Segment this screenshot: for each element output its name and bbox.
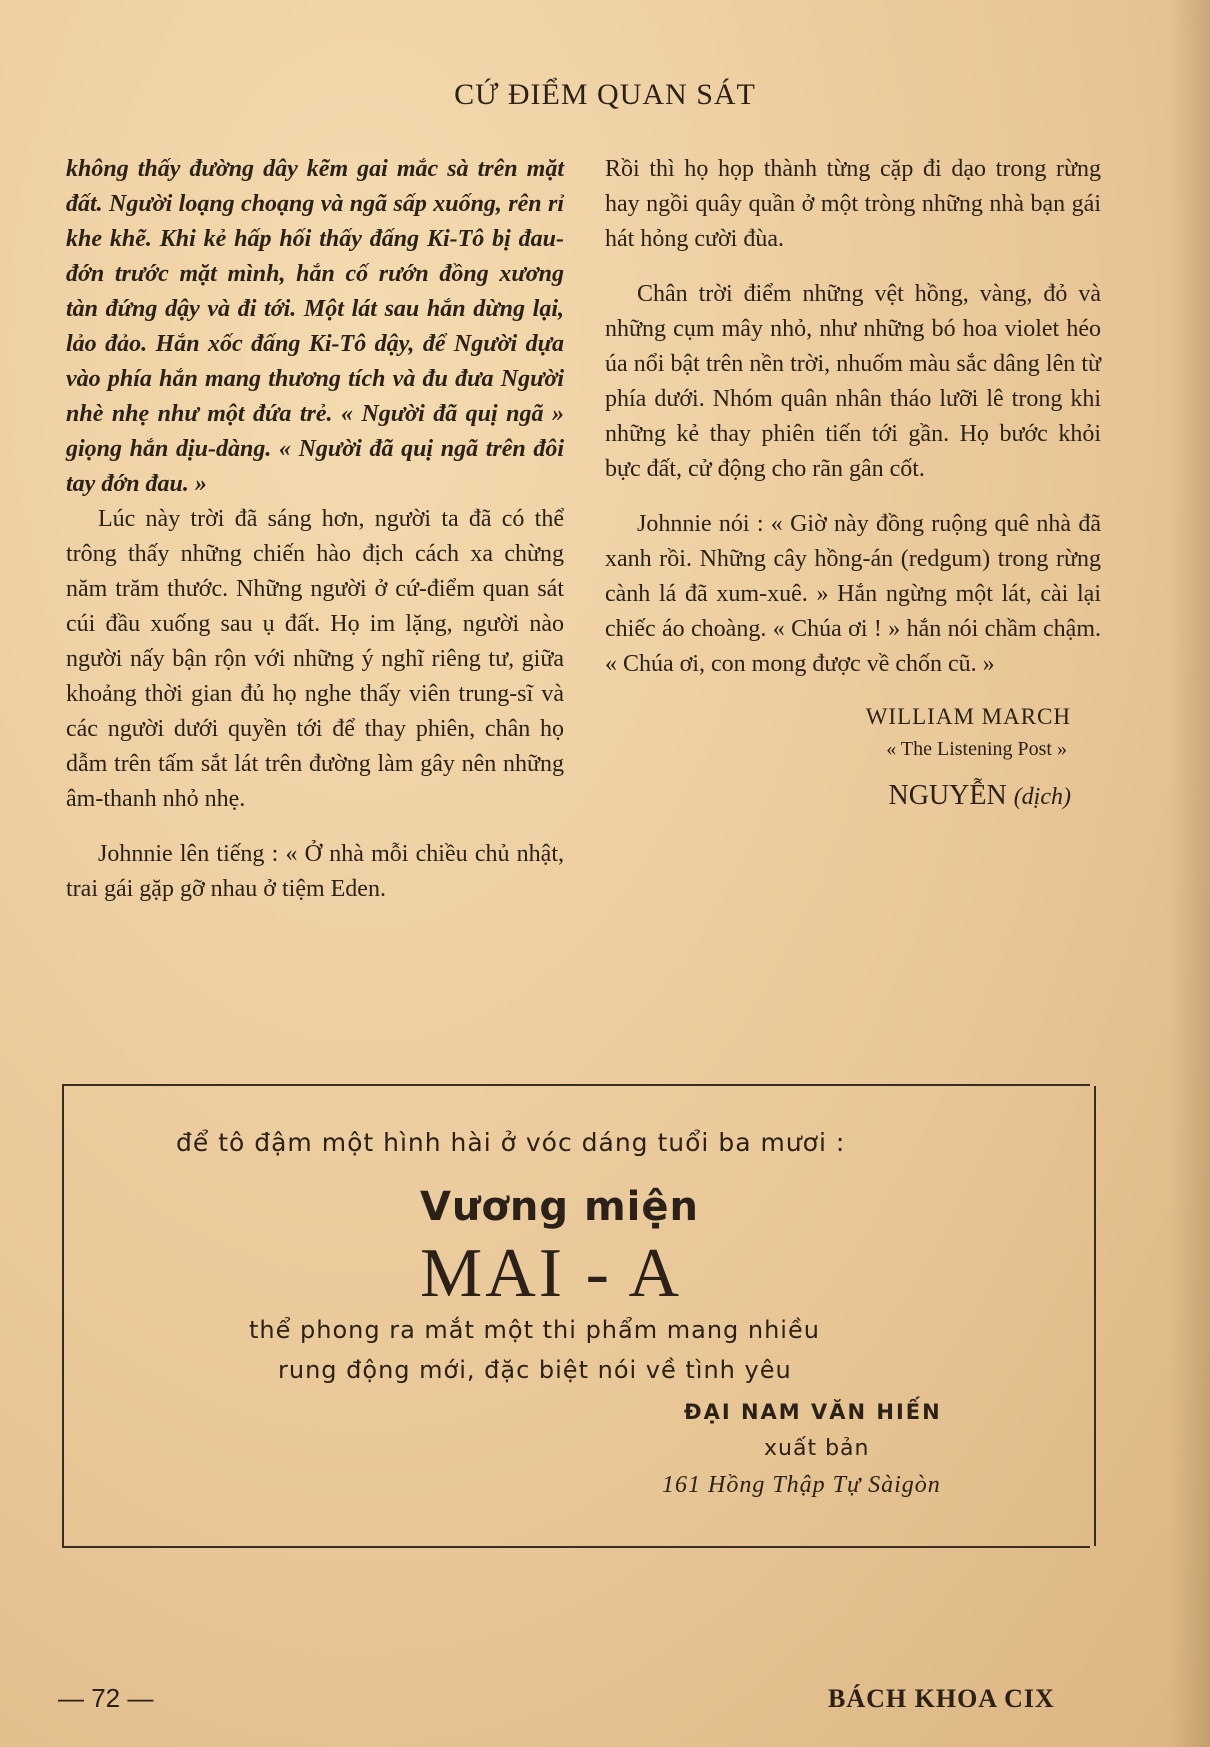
- translator: [605, 776, 1071, 817]
- ad-title: MAI - A: [420, 1235, 683, 1312]
- right-column: [605, 152, 1101, 817]
- left-column: [66, 152, 564, 907]
- roman-passage: [66, 502, 564, 907]
- ad-intro: để tô đậm một hình hài ở vóc dáng tuổi ba mươi :: [176, 1128, 846, 1157]
- paragraph: Johnnie lên tiếng : « Ở nhà mỗi chiều chủ nhật, trai gái gặp gỡ nhau ở tiệm Eden.: [66, 841, 564, 902]
- paragraph: Rồi thì họ họp thành từng cặp đi dạo trong rừng hay ngồi quây quần ở một tròng những nhà bạn gái hát hỏng cười đùa.: [605, 156, 1101, 252]
- ad-crown: Vương miện: [420, 1184, 699, 1230]
- translator-name: NGUYỄN: [888, 780, 1007, 811]
- page-edge-shadow: [1170, 0, 1210, 1747]
- ad-description-line: rung động mới, đặc biệt nói về tình yêu: [278, 1356, 792, 1384]
- italic-passage: [66, 152, 564, 502]
- ad-border-right: [1094, 1086, 1096, 1546]
- journal-name: BÁCH KHOA CIX: [828, 1684, 1055, 1713]
- signature-block: [605, 700, 1101, 817]
- paragraph: Chân trời điểm những vệt hồng, vàng, đỏ và những cụm mây nhỏ, như những bó hoa violet héo úa nổi bật trên nền trời, nhuốm màu sắc dâng lên từ phía dưới. Nhóm quân nhân tháo lưỡi lê trong khi những kẻ thay phiên tiến tới gần. Họ bước khỏi bực đất, cử động cho rãn gân cốt.: [605, 281, 1101, 482]
- italic-paragraph: không thấy đường dây kẽm gai mắc sà trên mặt đất. Người loạng choạng và ngã sấp xuống, rên rỉ khe khẽ. Khi kẻ hấp hối thấy đấng Ki-Tô bị đau-đớn trước mặt mình, hắn cố rướn đồng xương tàn đứng dậy và đi tới. Một lát sau hắn dừng lại, lảo đảo. Hắn xốc đấng Ki-Tô dậy, để Người dựa vào phía hắn mang thương tích và đu đưa Người nhè nhẹ như một đứa trẻ. « Người đã quị ngã » giọng hắn dịu-dàng. « Người đã quị ngã trên đôi tay đớn đau. »: [66, 156, 564, 497]
- ad-publisher: ĐẠI NAM VĂN HIẾN: [684, 1400, 942, 1424]
- page-number: — 72 —: [58, 1683, 154, 1713]
- running-head: CỨ ĐIỂM QUAN SÁT: [454, 78, 756, 111]
- source-title: « The Listening Post »: [886, 738, 1067, 760]
- advertisement-box: [62, 1084, 1090, 1548]
- translator-note: (dịch): [1013, 784, 1071, 810]
- paragraph: Johnnie nói : « Giờ này đồng ruộng quê nhà đã xanh rồi. Những cây hồng-án (redgum) trong rừng cành lá đã xum-xuê. » Hắn ngừng một lát, cài lại chiếc áo choàng. « Chúa ơi ! » hắn nói chầm chậm. « Chúa ơi, con mong được về chốn cũ. »: [605, 511, 1101, 677]
- ad-address: 161 Hồng Thập Tự Sàigòn: [662, 1472, 941, 1498]
- paragraph: Lúc này trời đã sáng hơn, người ta đã có thể trông thấy những chiến hào địch cách xa chừng năm trăm thước. Những người ở cứ-điểm quan sát cúi đầu xuống sau ụ đất. Họ im lặng, người nào người nấy bận rộn với những ý nghĩ riêng tư, giữa khoảng thời gian đủ họ nghe thấy viên trung-sĩ và các người dưới quyền tới để thay phiên, chân họ dẫm trên tấm sắt lát trên đường làm gây nên những âm-thanh nhỏ nhẹ.: [66, 506, 564, 812]
- ad-description-line: thể phong ra mắt một thi phẩm mang nhiều: [249, 1316, 820, 1344]
- ad-publish-label: xuất bản: [764, 1436, 870, 1461]
- author-name: WILLIAM MARCH: [865, 704, 1071, 729]
